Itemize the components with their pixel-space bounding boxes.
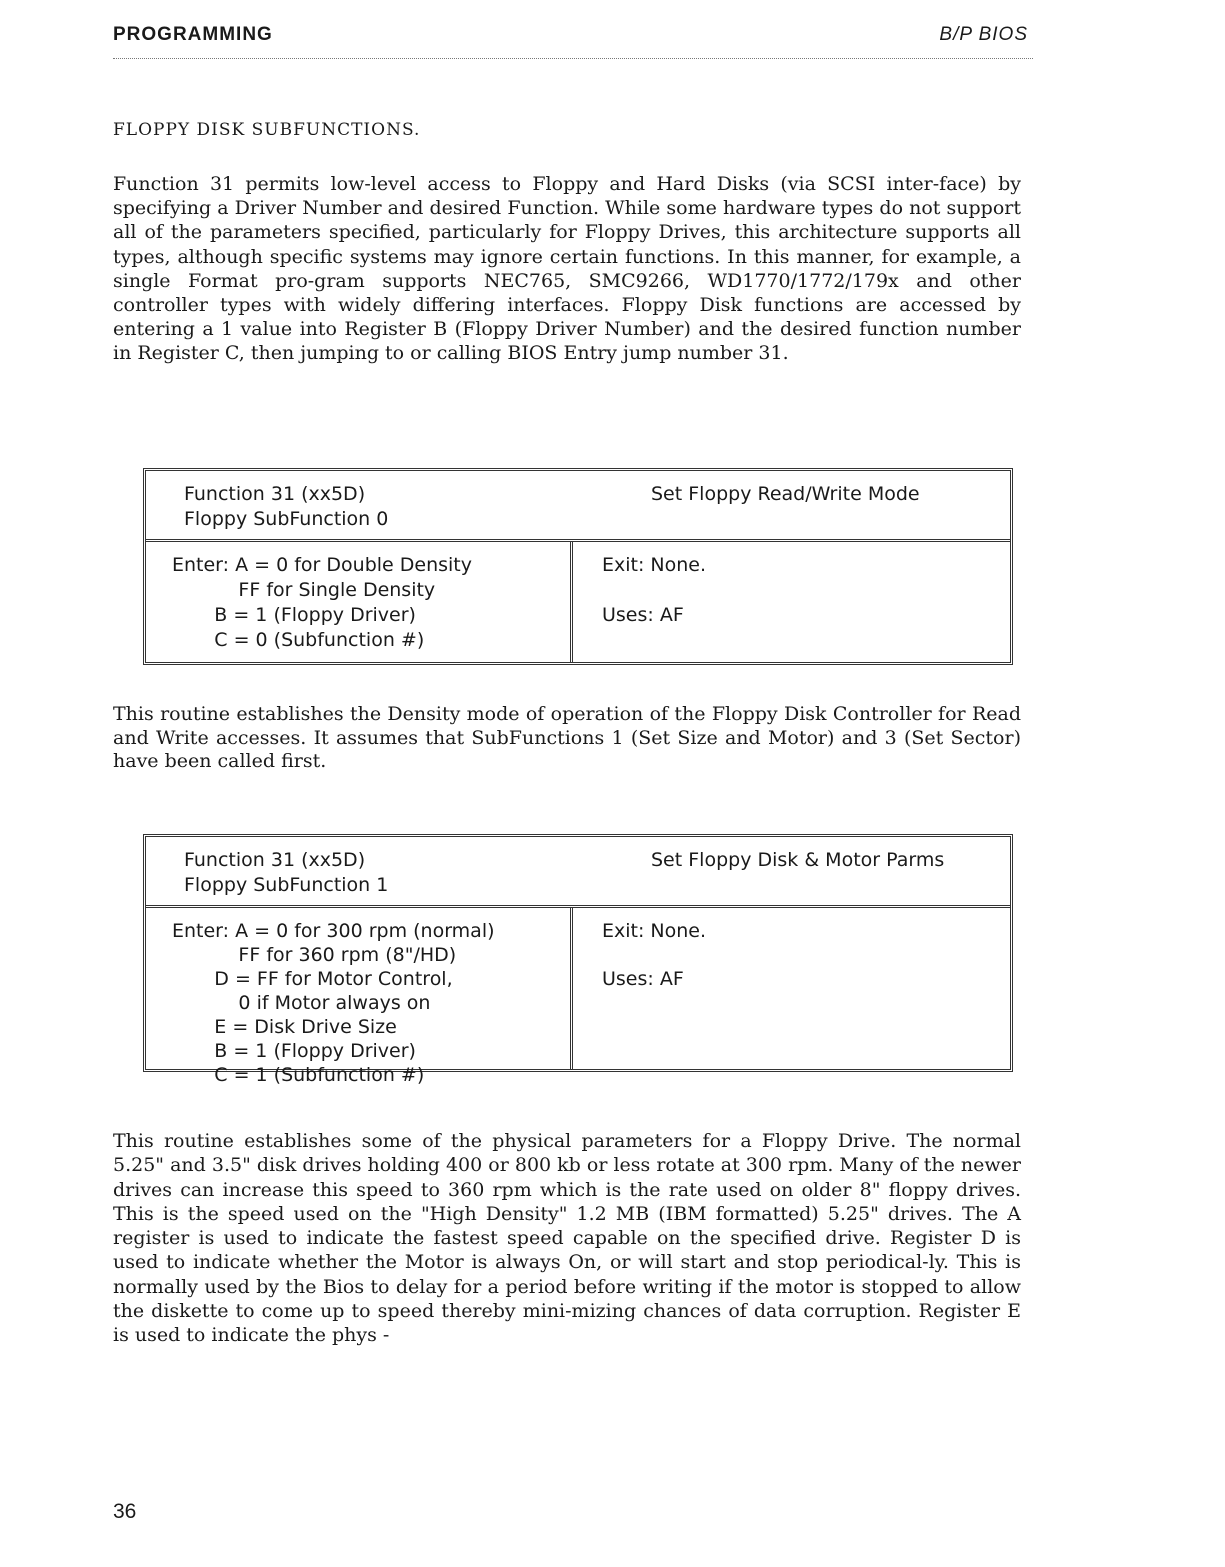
function-box-header	[146, 471, 1010, 542]
enter-line: C = 0 (Subfunction #)	[172, 629, 425, 651]
page-number: 36	[113, 1500, 137, 1523]
enter-line: FF for 360 rpm (8"/HD)	[172, 944, 457, 966]
subfunction-name: Floppy SubFunction 0	[184, 508, 389, 530]
page-header	[113, 24, 1028, 54]
enter-line: E = Disk Drive Size	[172, 1016, 397, 1038]
function-title: Set Floppy Read/Write Mode	[651, 483, 920, 505]
function-title: Set Floppy Disk & Motor Parms	[651, 849, 945, 871]
uses-line: Uses: AF	[602, 968, 684, 990]
header-doc-title: B/P BIOS	[939, 24, 1028, 45]
header-chapter: PROGRAMMING	[113, 24, 273, 45]
subfunction-0-description: This routine establishes the Density mode of operation of the Floppy Disk Controller for Read and Write accesses. It assumes that SubFunctions 1 (Set Size and Motor) and 3 (Set Sector) have been called first.	[113, 703, 1021, 772]
function-box-subfunction-1	[143, 834, 1013, 1086]
enter-line: C = 1 (Subfunction #)	[172, 1064, 425, 1086]
function-box-subfunction-0	[143, 468, 1013, 665]
function-number: Function 31 (xx5D)	[184, 483, 366, 505]
enter-line: 0 if Motor always on	[172, 992, 431, 1014]
header-rule	[113, 58, 1033, 59]
enter-line: B = 1 (Floppy Driver)	[172, 1040, 416, 1062]
exit-line: Exit: None.	[602, 554, 707, 576]
section-title: FLOPPY DISK SUBFUNCTIONS.	[113, 120, 421, 140]
enter-line: Enter: A = 0 for Double Density	[172, 554, 472, 576]
subfunction-1-description: This routine establishes some of the physical parameters for a Floppy Drive. The normal 5.25" and 3.5" disk drives holding 400 or 800 kb or less rotate at 300 rpm. Many of the newer drives can increase this speed to 360 rpm which is the rate used on older 8" floppy drives. This is the speed used on the "High Density" 1.2 MB (IBM formatted) 5.25" drives. The A register is used to indicate the fastest speed capable on the specified drive. Register D is used to indicate whether the Motor is always On, or will start and stop periodical-ly. This is normally used by the Bios to delay for a period before writing if the motor is stopped to allow the diskette to come up to speed thereby mini-mizing chances of data corruption. Register E is used to indicate the phys -	[113, 1130, 1021, 1347]
subfunction-name: Floppy SubFunction 1	[184, 874, 389, 896]
enter-line: FF for Single Density	[172, 579, 436, 601]
function-box-header	[146, 837, 1010, 908]
enter-line: B = 1 (Floppy Driver)	[172, 604, 416, 626]
uses-line: Uses: AF	[602, 604, 684, 626]
intro-paragraph: Function 31 permits low-level access to Floppy and Hard Disks (via SCSI inter-face) by specifying a Driver Number and desired Function. While some hardware types do not support all of the parameters specified, particularly for Floppy Drives, this architecture supports all types, although specific systems may ignore certain functions. In this manner, for example, a single Format pro-gram supports NEC765, SMC9266, WD1770/1772/179x and other controller types with widely differing interfaces. Floppy Disk functions are accessed by entering a 1 value into Register B (Floppy Driver Number) and the desired function number in Register C, then jumping to or calling BIOS Entry jump number 31.	[113, 173, 1021, 365]
exit-line: Exit: None.	[602, 920, 707, 942]
column-divider	[570, 908, 573, 1070]
enter-line: Enter: A = 0 for 300 rpm (normal)	[172, 920, 495, 942]
enter-line: D = FF for Motor Control,	[172, 968, 453, 990]
column-divider	[570, 542, 573, 662]
function-number: Function 31 (xx5D)	[184, 849, 366, 871]
